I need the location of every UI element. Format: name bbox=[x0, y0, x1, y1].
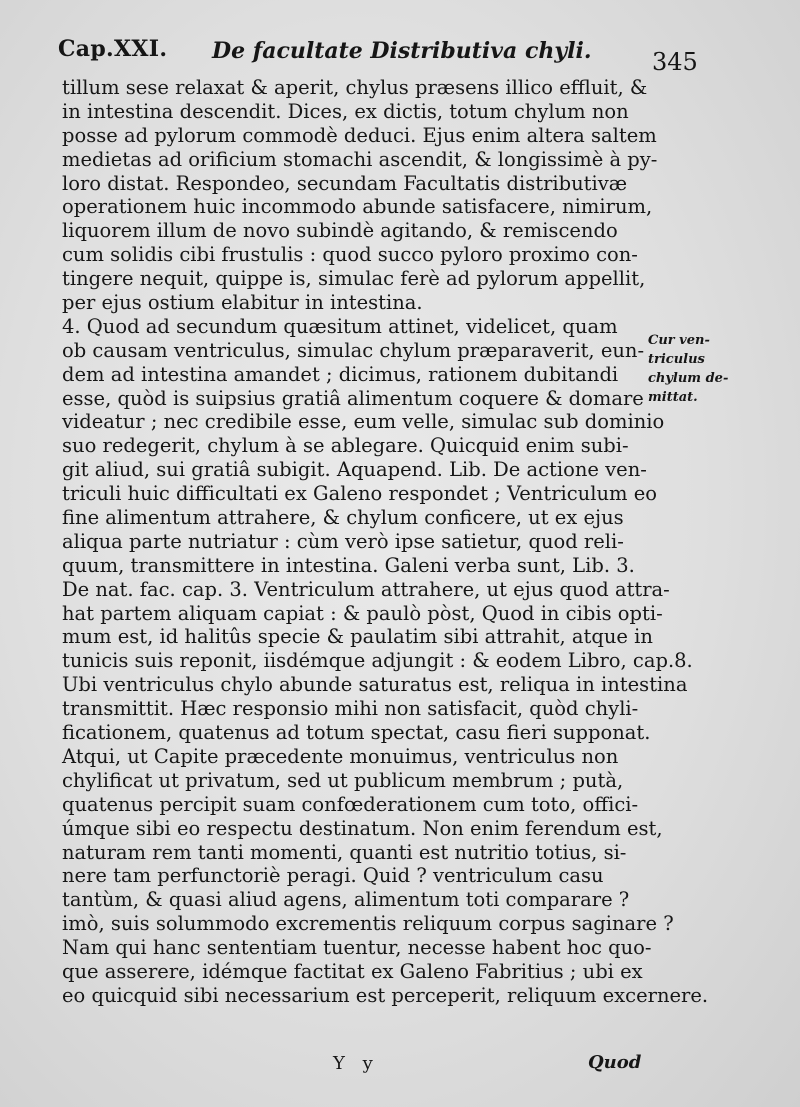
text-line: De nat. fac. cap. 3. Ventriculum attrahere, ut ejus quod attra- bbox=[62, 577, 670, 601]
text-line: in intestina descendit. Dices, ex dictis, totum chylum non bbox=[62, 99, 629, 123]
text-line: liquorem illum de novo subindè agitando, & remiscendo bbox=[62, 219, 618, 243]
text-line: úmque sibi eo respectu destinatum. Non enim ferendum est, bbox=[62, 816, 663, 840]
text-line: videatur ; nec credibile esse, eum velle, simulac sub dominio bbox=[62, 410, 665, 434]
text-line: esse, quòd is suipsius gratiâ alimentum coquere & domare bbox=[62, 386, 644, 410]
text-line: nere tam perfunctoriè peragi. Quid ? ventriculum casu bbox=[62, 864, 604, 888]
text-line: aliqua parte nutriatur : cùm verò ipse satietur, quod reli- bbox=[62, 529, 624, 553]
text-line: eo quicquid sibi necessarium est perceperit, reliquum excernere. bbox=[62, 983, 709, 1007]
margin-note bbox=[648, 331, 758, 407]
text-line: Ubi ventriculus chylo abunde saturatus est, reliqua in intestina bbox=[62, 673, 688, 697]
text-line: git aliud, sui gratiâ subigit. Aquapend. Lib. De actione ven- bbox=[62, 458, 647, 482]
text-line: 4. Quod ad secundum quæsitum attinet, videlicet, quam bbox=[62, 314, 618, 338]
text-line: chylificat ut privatum, sed ut publicum membrum ; putà, bbox=[62, 768, 624, 792]
text-line: tantùm, & quasi aliud agens, alimentum toti comparare ? bbox=[62, 888, 630, 912]
text-line: ob causam ventriculus, simulac chylum præparaverit, eun- bbox=[62, 338, 645, 362]
text-line: tingere nequit, quippe is, simulac ferè ad pylorum appellit, bbox=[62, 267, 646, 291]
text-line: tunicis suis reponit, iisdémque adjungit : & eodem Libro, cap.8. bbox=[62, 649, 693, 673]
text-line: imò, suis solummodo excrementis reliquum corpus saginare ? bbox=[62, 912, 674, 936]
text-line: quum, transmittere in intestina. Galeni verba sunt, Lib. 3. bbox=[62, 553, 635, 577]
margin-note-line: chylum de- bbox=[648, 371, 729, 386]
text-line: que asserere, idémque factitat ex Galeno Fabritius ; ubi ex bbox=[62, 959, 643, 983]
catchword: Quod bbox=[588, 1052, 642, 1073]
text-line: Nam qui hanc sententiam tuentur, necesse habent hoc quo- bbox=[62, 936, 652, 960]
text-line: medietas ad orificium stomachi ascendit, & longissimè à py- bbox=[62, 147, 658, 171]
text-line: ficationem, quatenus ad totum spectat, casu fieri supponat. bbox=[62, 721, 651, 745]
text-line: per ejus ostium elabitur in intestina. bbox=[62, 291, 423, 315]
signature-mark: Y y bbox=[333, 1053, 379, 1074]
running-title: De facultate Distributiva chyli. bbox=[212, 38, 592, 64]
page-number: 345 bbox=[652, 48, 698, 76]
text-line: triculi huic difficultati ex Galeno respondet ; Ventriculum eo bbox=[62, 482, 657, 506]
text-line: fine alimentum attrahere, & chylum conficere, ut ex ejus bbox=[62, 506, 624, 530]
chapter-heading: Cap.XXI. bbox=[58, 36, 168, 62]
text-line: cum solidis cibi frustulis : quod succo pyloro proximo con- bbox=[62, 243, 638, 267]
text-line: hat partem aliquam capiat : & paulò pòst, Quod in cibis opti- bbox=[62, 601, 663, 625]
text-line: transmittit. Hæc responsio mihi non satisfacit, quòd chyli- bbox=[62, 697, 639, 721]
text-line: Atqui, ut Capite præcedente monuimus, ventriculus non bbox=[62, 744, 619, 768]
margin-note-line: Cur ven- bbox=[648, 333, 710, 348]
text-line: dem ad intestina amandet ; dicimus, rationem dubitandi bbox=[62, 362, 619, 386]
text-line: operationem huic incommodo abunde satisfacere, nimirum, bbox=[62, 195, 653, 219]
text-line: mum est, id halitûs specie & paulatim sibi attrahit, atque in bbox=[62, 625, 653, 649]
text-line: suo redegerit, chylum à se ablegare. Quicquid enim subi- bbox=[62, 434, 629, 458]
text-line: quatenus percipit suam confœderationem cum toto, offici- bbox=[62, 792, 639, 816]
text-line: naturam rem tanti momenti, quanti est nutritio totius, si- bbox=[62, 840, 627, 864]
margin-note-line: mittat. bbox=[648, 390, 698, 405]
text-line: posse ad pylorum commodè deduci. Ejus enim altera saltem bbox=[62, 123, 657, 147]
text-line: loro distat. Respondeo, secundam Facultatis distributivæ bbox=[62, 171, 628, 195]
text-line: tillum sese relaxat & aperit, chylus præsens illico effluit, & bbox=[62, 76, 648, 99]
page-header bbox=[58, 36, 708, 76]
margin-note-line: triculus bbox=[648, 352, 705, 367]
